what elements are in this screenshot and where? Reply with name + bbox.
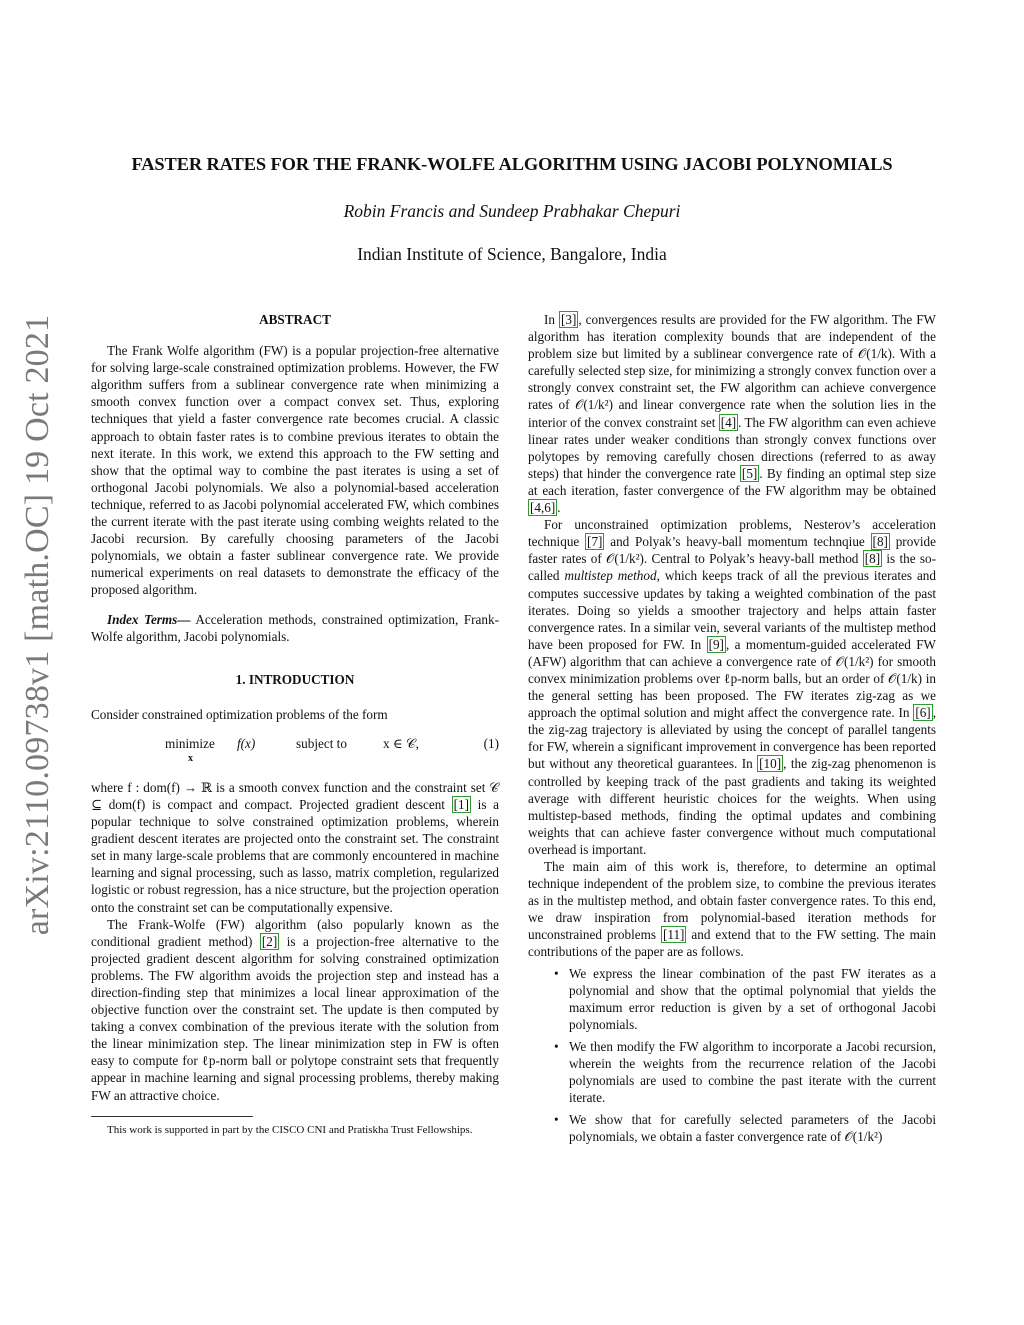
arxiv-stamp-text: arXiv:2110.09738v1 [math.OC] 19 Oct 2021 <box>19 314 56 936</box>
list-item: • We then modify the FW algorithm to incorporate a Jacobi recursion, wherein the weights from the recurrence relation of the Jacobi polynomials are used to combine the past iterate with the current iterate. <box>554 1038 936 1106</box>
intro-paragraph-1: where f : dom(f) → ℝ is a smooth convex function and the constraint set 𝒞 ⊆ dom(f) is compact and compact. Projected gradient descent [1] is a popular technique to solve constrained optimization problems, wherein gradient descent iterates are projected onto the constraint set. The constraint set in many large-scale problems that are commonly encountered in machine learning and signal processing, such as lasso, matrix completion, regularized logistic or robust regression, has a nice structure, but the projection operation onto the constraint set can be computationally expensive. <box>91 779 499 915</box>
citation-link[interactable]: [4] <box>720 414 737 430</box>
intro-paragraph-2: The Frank-Wolfe (FW) algorithm (also popularly known as the conditional gradient method) [2] is a projection-free alternative to the projected gradient descent algorithm for solving constrained optimization problems. The FW algorithm avoids the projection step and instead has a direction-finding step that minimizes a local linear approximation of the objective function over the constraint set. The update is then computed by taking a convex combination of the previous iterate with the solution from the linear minimization step. The linear minimization step in FW is often easy to compute for ℓp-norm ball or polytope constraint sets that frequently appear in machine learning and signal processing problems, thereby making FW an attractive choice. <box>91 916 499 1103</box>
right-paragraph-3: The main aim of this work is, therefore, to determine an optimal technique independent of the problem size, to combine the previous iterates as in the multistep method, and obtain faster convergence rates. To this end, we draw inspiration from polynomial-based iteration methods for unconstrained problems [11] and extend that to the FW setting. The main contributions of the paper are as follows. <box>528 859 936 960</box>
citation-link[interactable]: [4,6] <box>530 500 556 516</box>
index-terms <box>91 611 499 645</box>
citation-link[interactable]: [2] <box>261 933 278 949</box>
intro-lead: Consider constrained optimization problems of the form <box>91 706 388 722</box>
bullet-icon: • <box>554 1112 559 1128</box>
citation-link[interactable]: [9] <box>708 636 724 652</box>
citation-link[interactable]: [7] <box>587 534 603 550</box>
abstract-text: The Frank Wolfe algorithm (FW) is a popular projection-free alternative for solving large-scale constrained optimization problems. However, the FW algorithm suffers from a sublinear convergence rate when minimizing a smooth convex function over a compact convex set. Thus, exploring techniques that yield a faster convergence rate becomes crucial. A classic approach to obtain faster rates is to combine previous iterates to obtain the next iterate. In this work, we extend this approach to the FW setting and show that the optimal way to combine the past iterates is using a set of orthogonal Jacobi polynomials. We also a polynomial-based acceleration technique, referred to as Jacobi polynomial accelerated FW, which combines the current iterate with the past iterate using combing weights related to the Jacobi recursion. By carefully choosing parameters of the Jacobi polynomials, we obtain a faster sublinear convergence rate. We provide numerical experiments on real datasets to demonstrate the efficacy of the proposed algorithm. <box>91 343 499 598</box>
footnote-divider <box>91 1116 253 1117</box>
index-terms-text: Acceleration methods, constrained optimization, Frank-Wolfe algorithm, Jacobi polynomials. <box>91 611 499 644</box>
bullet-icon: • <box>554 965 559 981</box>
citation-link[interactable]: [5] <box>741 465 758 481</box>
citation-link[interactable]: [1] <box>453 796 470 812</box>
right-paragraph-1: In [3] , convergences results are provided for the FW algorithm. The FW algorithm has iteration complexity bounds that are independent of the problem size but limited by a sublinear convergence rate of 𝒪(1/k). With a carefully selected step size, for minimizing a strongly convex function over a strongly convex constraint set, the FW algorithm can achieve convergence rates of 𝒪(1/k²) and linear convergence rate when the solution lies in the interior of the convex constraint set [4] . The FW algorithm can even achieve linear rates under weaker conditions than strongly convex functions over polytopes by removing carefully chosen directions (referred to as away steps) that hinder the convergence rate [5] . By finding an optimal step size at each iteration, faster convergence of the FW algorithm may be obtained [4,6] . <box>528 312 936 516</box>
paper-title: FASTER RATES FOR THE FRANK-WOLFE ALGORITHM USING JACOBI POLYNOMIALS <box>131 154 893 174</box>
section-heading-introduction: 1. INTRODUCTION <box>235 671 355 687</box>
eq-number: (1) <box>483 735 499 751</box>
list-item: • We express the linear combination of the past FW iterates as a polynomial and show that the optimal polynomial that yields the maximum error reduction is given by a set of orthogonal Jacobi polynomials. <box>554 965 936 1032</box>
list-item: • We show that for carefully selected parameters of the Jacobi polynomials, we obtain a faster convergence rate of 𝒪(1/k²) <box>554 1112 936 1145</box>
arxiv-stamp <box>12 285 64 965</box>
bullet-icon: • <box>554 1038 559 1054</box>
eq-constraint: x ∈ 𝒞, <box>383 735 419 751</box>
citation-link[interactable]: [11] <box>662 927 685 943</box>
eq-variable: x <box>188 752 193 764</box>
equation-1 <box>91 735 499 775</box>
contributions-list <box>528 965 936 1146</box>
abstract-heading: ABSTRACT <box>259 312 331 327</box>
affiliation: Indian Institute of Science, Bangalore, India <box>357 244 667 264</box>
eq-subject-to: subject to <box>296 735 347 751</box>
citation-link[interactable]: [10] <box>759 756 782 772</box>
right-paragraph-2: For unconstrained optimization problems, Nesterov’s acceleration technique [7] and Polyak’s heavy-ball momentum technqiue [8] provide faster rates of 𝒪(1/k²). Central to Polyak’s heavy-ball method [8] is the so-called multistep method, which keeps track of all the previous iterates and computes successive updates by taking a weighted combination of the past iterates. Doing so yields a smoother trajectory and helps attain faster convergence rates. In a similar vein, several variants of the multistep method have been proposed for FW. In [9] , a momentum-guided accelerated FW (AFW) algorithm that can achieve a convergence rate of 𝒪(1/k²) for smooth convex minimization problems over ℓp-norm balls, but an order of 𝒪(1/k) in the general setting has been proposed. The FW iterates zig-zag as we approach the optimal solution and might affect the convergence rate. In [6] , the zig-zag trajectory is alleviated by using the concept of parallel tangents for FW, wherein a significant improvement in convergence has been reported but without any theoretical guarantees. In [10] , the zig-zag phenomenon is controlled by keeping track of the past gradients and taking its weighted average with different heuristic choices for the weights. When using multistep-based methods, finding the optimal updates and combining weights that can achieve faster convergence without much computational overhead is important. <box>528 517 936 857</box>
eq-minimize: minimize <box>165 735 215 751</box>
eq-objective: f(x) <box>237 735 256 751</box>
index-terms-label: Index Terms— <box>107 611 191 627</box>
footnote: This work is supported in part by the CISCO CNI and Pratiskha Trust Fellowships. <box>107 1123 473 1136</box>
citation-link[interactable]: [3] <box>560 312 577 327</box>
authors: Robin Francis and Sundeep Prabhakar Chepuri <box>343 201 681 221</box>
left-column <box>91 311 499 1137</box>
citation-link[interactable]: [6] <box>915 705 931 721</box>
right-column <box>528 311 936 1151</box>
citation-link[interactable]: [8] <box>864 551 881 567</box>
emphasis-multistep: multistep method <box>564 568 657 584</box>
citation-link[interactable]: [8] <box>872 534 888 550</box>
